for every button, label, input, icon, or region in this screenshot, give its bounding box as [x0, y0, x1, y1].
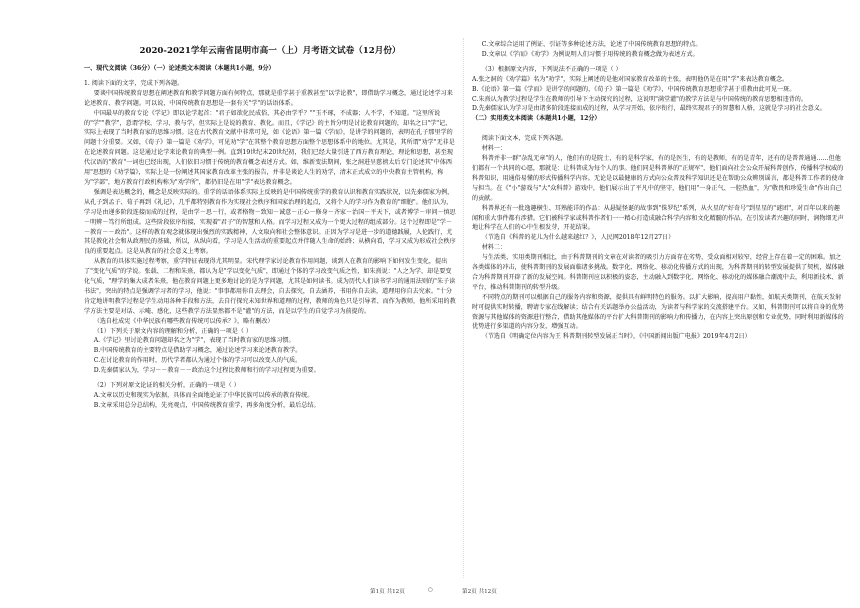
column-divider	[463, 38, 464, 578]
section-heading: （二）实用类文本阅读（本题共1小题，12分）	[472, 115, 601, 123]
option: B.《论语》第一篇《学而》是讲学的问题的，《荀子》第一篇是《劝学》，中国传统教育思想重学甚于重教由此可见一斑。	[472, 85, 796, 93]
question: （1）下列关于原文内容的理解和分析，正确的一项是（ ）	[93, 327, 252, 335]
right-column	[472, 40, 844, 342]
option: D.先秦儒家认为，学习－－教育－－政治这个过程比教师和行的学习过程更为重要。	[93, 367, 320, 375]
paragraph: 要谈中国传统教育思想在阐述教育和教学问题方面有何特点，那就是重学甚于重教甚至"以学论教"，即借助学习概念，通过论述学习来论述教育、教学问题。可以说，中国传统教育思想是一套有关"学"的话语体系。	[84, 89, 453, 107]
question-intro: 1. 阅读下面的文字，完成下列各题。	[84, 79, 184, 87]
option: B.文章采用总分总结构，先亮观点，中国传统教育重学，再多角度分析，最后总结。	[93, 401, 320, 409]
option: D.文章以《学而》《劝学》为例说明人们习惯于用传统的教育概念做为表述方式。	[481, 50, 699, 58]
option: C.朱熹认为教学过程是学生在教师的引导下主动探究的过程，这说明"满堂灌"的教学方法是与中国传统的教育思想相违背的。	[472, 95, 807, 103]
option: A.张之洞的《劝学篇》名为"劝学"，实际上阐述的是他对国家教育改革的主张，表明他仍是在用"学"来表达教育概念。	[472, 75, 789, 83]
paragraph: 科普并非一群"杂乱无章"的人，他们有的是院士，有的是科学家，有的是医生，有的是教师，有的是青年，还有的是普普通通……但他们都有一个共同的心愿，那就是：让科普成为每个人的事。他们同是科普界的"正规军"，他们面向社会公众开展科普创作，传播科学权威的科普知识，用通俗易懂的形式传播科学内容。无论是以最健康的方式向公众普及科学知识还是在帮助公众辨别谣言，都是科普工作者的使命与担当。在《"小"游戏与"大"众科普》游戏中，他们展示出了平凡中的坚守，他们用"一身正气、一腔热血"，为"敬畏和珍爱生命"作出自己的贡献。	[472, 155, 844, 202]
question: （3）根据原文内容，下列说法不正确的一项是（ ）	[481, 65, 622, 73]
option: A.文章以历史和现实为依据，具体而全面地论证了中华民族可以传承的教育传统。	[93, 392, 314, 399]
paragraph: 强调是表达概念的，概念是反映实际的。重学的话语体系实际上反映的是中国传统重学的教育认识和教育实践状况，以先秦儒家为例，从孔子到孟子、荀子再到《礼记》，几乎都特别教育作为实现社会秩序和国家治理的起点，又将个人的学习作为教育的"细胞"。他们认为，学习是由递多阶段连接而成的过程，是由学－思－行，或者格物－致知－诚意－正心－修身－齐家－治国－平天下，或者博学－审问－慎思－明辨－笃行所组成。这些阶段依序衔接，实现着"君子"的智慧和人格。而学习过程又成为一个更大过程的组成部分。这个过程即是"学－－教育－－政治"。这样的教育观念就体现出强烈的实践精神，人文取向和社会整体意识。正因为学习是进一步的道德践履，人伦践行，尤其是教化社会和从政理民的基础，所以，从纵向看，学习是人生活动的重要起点并伴随人生命的始终；从横向看，学习又成为形成社会秩序良的重要起点。这是从教育的社会意义上考察。	[84, 188, 456, 256]
page-number-right: 第2页 共12页	[462, 589, 497, 595]
paragraph: 中国最早的教育专论《学记》即以论学起首："君子如欲化民成俗，其必由学乎？""玉不琢，不成器；人不学，不知道。"这里所说的"学""教学"，意谓学校、学习、教与学，但实际上是说的教育、教化。而且，《学记》的主旨分明是讨论教育问题的，却名之曰"学"记，实际上表现了当时教育家的思维习惯。这在古代教育文献中非常可见，如《论语》第一篇《学而》，是讲学的问题的，表明在孔子那里学的问题十分重要。又如，《荀子》第一篇是《劝学》，可见劝"学"在其整个教育思想方面整个思想体系中的地位。尤其是，其所谓"劝学"无非是在论述教育问题。这是通过论学来论教育的典型一例。直到19世纪末20世纪初，我们已经大量引进了西方教育理论，理论和思想，甚至现代汉语的"教育"一词也已经出现，人们依旧习惯于传统的教育概念表述方式。如，维新变法期间，张之洞进呈慈禧太后专门论述其"中体西用"思想的《劝学篇》，实际上是一份阐述其国家教育改革主张的报告，并非是谈论人生的劝学，清末正式成立的中央教育主管机构，称为"学部"，地方教育行政机构称为"劝学所"，都仍旧是在用"学"表达教育概念。	[84, 109, 455, 186]
option: A.《学记》里讨论教育问题却名之为"学"，表现了当时教育家的思维习惯。	[93, 337, 295, 345]
paragraph: 不同特点的期刊可以根据自己的服务内容和资源，提供具有鲜明特色的服务。以扩大影响，提高用户黏性，如航天类期刊，在航天发射时可提供实时转播，聘请专家在线解读；结合有关话题举办公益活动，为读者与科学家的交流搭建平台。又如，科普期刊可以将自身的优势资源与其他媒体的资源进行整合，借助其他媒体的平台扩大科普期刊的影响力和传播力，在内容上突出原创和专业优势，同时利用新媒体的优势进行多渠道的内容分发，增强互动。	[472, 293, 844, 331]
left-column	[84, 64, 456, 411]
option: D.先秦儒家认为学习是由诸多阶段连接而成的过程，从学习开始，依序衔行，最终实现君子的智慧和人格，这就是学习的社会意义。	[472, 105, 826, 113]
section-heading: 一、现代文阅读（36分）（一）论述类文本阅读（本题共1小题，9分）	[84, 65, 275, 72]
material-label: 材料一：	[481, 145, 507, 153]
question-intro: 阅读下面文本，完成下列各题。	[481, 135, 568, 143]
paragraph: 科普界还有一批逸趣横生、耳熟能详的作品：从悬疑怪诞的故事到"侏罗纪"系列，从火星的"好奇号"到星星的"谜团"，对百年以来的趣闻和重大事件都有涉猎。它们被科学家或科普作者们一一精心打造成融合科学内容和文化精髓的作品，在引发读者兴趣的同时，润物细无声地让科学在人们的心中生根发芽，开花结果。	[472, 204, 844, 232]
option: C.在讨论教育的作用时，历代学者都认为通过个体的学习可以改变人的气质。	[93, 357, 302, 365]
page-number-left: 第1页 共12页	[370, 589, 405, 595]
page-separator-icon: ○	[428, 587, 433, 593]
exam-title: 2020-2021学年云南省昆明市高一（上）月考语文试卷（12月份）	[139, 46, 401, 56]
source-note: （节选自《科普的花儿为什么越来越红？》，人民网2018年12月27日）	[481, 234, 675, 242]
option: B.中国传统教育的主要特点是借助学习概念，通过论述学习来论述教育教学。	[93, 347, 302, 355]
option: C.文章综合运用了例证、引证等多种论述方法，论述了中国传统教育思想的特点。	[481, 41, 702, 48]
source-note: （节选自《明确定位内容为王 科普期刊转型发展正当时》，《中国新闻出版广电报》2019年4月2日）	[481, 333, 751, 341]
paragraph: 从教育的具体实施过程考察，重学特征表现得尤其明显。宋代理学家讨论教育作用问题，谈到人在教育的影响下如何发生变化，提出了"变化气质"的学说。张载、二程和朱熹，都认为是"学以变化气质"，即通过个体的学习改变气质之性，如朱熹说："人之为学，却是要变化气质，"理学的集大成者朱熹，他在教育问题上更多地讨论的是为学问题，尤其是如何读书。成为历代人们读书学习的通用法则的"朱子读书法"，突出的特点是强调学习者的学习，他说："事事都用你自去理会，自去探究，自去涵养，书用你自去读，道理用你自去究索。"十分肯定地讲明教学过程是学生动用各种手段和方法，去自行探究未知世界和道理的过程，教师的角色只是引导者、而作为教师，他所采用的教学方法主要是对话、示唵、感化，这些教学方法显然都不是"灌"的方法，而是以学生的自觉学习为前提的。	[84, 258, 456, 315]
material-label: 材料二：	[481, 244, 507, 252]
source-note: （选自杜成宪《中华民族有哪些教育传统可以传承？》，略有删改）	[93, 317, 274, 325]
paragraph: 与生活类、实用类期刊相比，由于科普期刊的文章在对读者的吸引力方面存在劣势，受众面相对较窄，经营上存在着一定的困难。加之各类媒体的冲击，使科普期刊的发展面临诸多挑战。数字化、网络化、移动化传播方式的出现，为科普期刊的转型发展提供了契机，媒体融合为科普期刊开辟了新的发展空间。科普期刊应以积极的姿态，主动融入到数字化、网络化、移动化的媒体融合潮流中去，利用新技术、新平台，推动科普期刊的转型升级。	[472, 254, 844, 291]
question: （2）下列对原文论证的相关分析，正确的一项是（ ）	[93, 382, 240, 390]
